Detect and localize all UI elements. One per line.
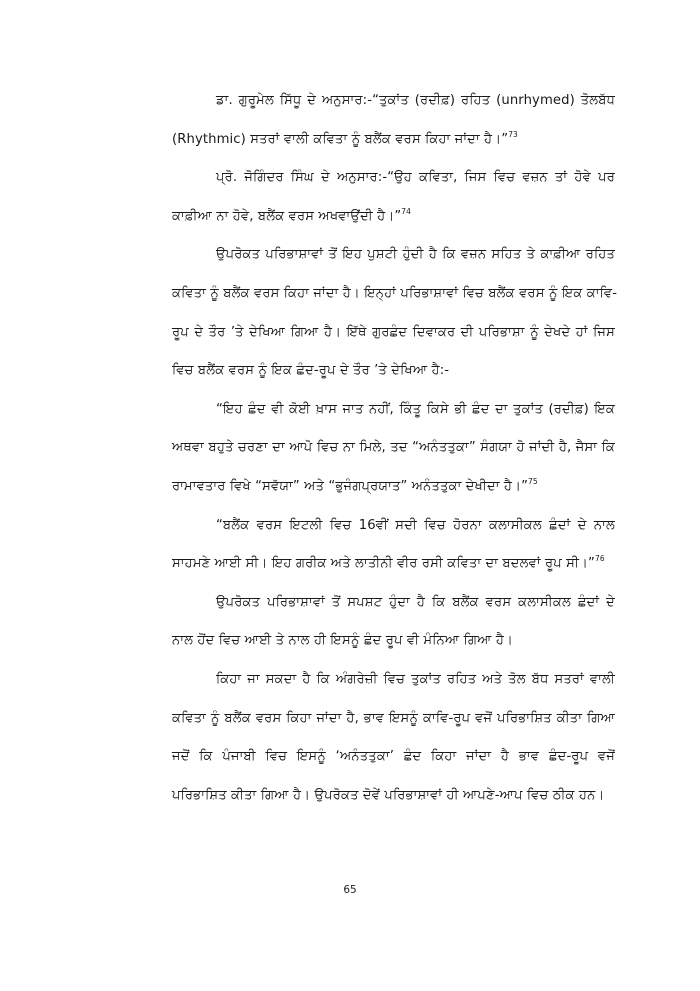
footnote-marker: 75 bbox=[528, 476, 538, 486]
body-text bbox=[128, 82, 618, 815]
text-line-content: ਰਾਮਾਵਤਾਰ ਵਿਖੇ “ਸਵੱਯਾ” ਅਤੇ “ਭੁਜੰਗਪ੍ਰਯਾਤ” ਅਨੰਤਤੁਕਾ ਦੇਖੀਦਾ ਹੈ।” bbox=[172, 478, 528, 494]
text-line: ਰੂਪ ਦੇ ਤੌਰ ’ਤੇ ਦੇਖਿਆ ਗਿਆ ਹੈ। ਇੱਥੇ ਗੁਰਛੰਦ ਦਿਵਾਕਰ ਦੀ ਪਰਿਭਾਸ਼ਾ ਨੂੰ ਦੇਖਦੇ ਹਾਂ ਜਿਸ bbox=[172, 324, 615, 340]
text-line bbox=[128, 545, 615, 584]
text-line: “ਬਲੈਂਕ ਵਰਸ ਇਟਲੀ ਵਿਚ 16ਵੀਂ ਸਦੀ ਵਿਚ ਹੋਰਨਾ ਕਲਾਸੀਕਲ ਛੰਦਾਂ ਦੇ ਨਾਲ bbox=[216, 517, 615, 533]
text-line: ਵਿਚ ਬਲੈਂਕ ਵਰਸ ਨੂੰ ਇਕ ਛੰਦ-ਰੂਪ ਦੇ ਤੌਰ ’ਤੇ ਦੇਖਿਆ ਹੈ:- bbox=[172, 363, 450, 379]
paragraph-gurumel-sidhu-definition bbox=[128, 82, 615, 159]
text-line: ਡਾ. ਗੁਰੂਮੇਲ ਸਿੱਧੂ ਦੇ ਅਨੁਸਾਰ:-“ਤੁਕਾਂਤ (ਰਦੀਫ਼) ਰਹਿਤ (unrhymed) ਤੋਲਬੱਧ bbox=[216, 93, 615, 108]
text-line: ਕਵਿਤਾ ਨੂੰ ਬਲੈਂਕ ਵਰਸ ਕਿਹਾ ਜਾਂਦਾ ਹੈ। ਇਨ੍ਹਾਂ ਪਰਿਭਾਸ਼ਾਵਾਂ ਵਿਚ ਬਲੈਂਕ ਵਰਸ ਨੂੰ ਇਕ ਕਾਵਿ- bbox=[172, 285, 618, 301]
paragraph-italy-origin-quote bbox=[128, 507, 615, 584]
paragraph-joginder-singh-definition bbox=[128, 159, 615, 236]
text-line: ਕਿਹਾ ਜਾ ਸਕਦਾ ਹੈ ਕਿ ਅੰਗਰੇਜ਼ੀ ਵਿਚ ਤੁਕਾਂਤ ਰਹਿਤ ਅਤੇ ਤੋਲ ਬੱਧ ਸਤਰਾਂ ਵਾਲੀ bbox=[216, 671, 615, 687]
text-line: ਜਦੋਂ ਕਿ ਪੰਜਾਬੀ ਵਿਚ ਇਸਨੂੰ ‘ਅਨੰਤਤੁਕਾ’ ਛੰਦ ਕਿਹਾ ਜਾਂਦਾ ਹੈ ਭਾਵ ਛੰਦ-ਰੂਪ ਵਜੋਂ bbox=[172, 749, 615, 765]
text-line: ਨਾਲ ਹੋਂਦ ਵਿਚ ਆਈ ਤੇ ਨਾਲ ਹੀ ਇਸਨੂੰ ਛੰਦ ਰੂਪ ਵੀ ਮੰਨਿਆ ਗਿਆ ਹੈ। bbox=[172, 633, 514, 649]
text-line bbox=[128, 121, 615, 160]
text-line-content: ਕਾਫ਼ੀਆ ਨਾ ਹੋਵੇ, ਬਲੈਂਕ ਵਰਸ ਅਖਵਾਉਂਦੀ ਹੈ।” bbox=[172, 208, 402, 224]
text-line: ਉਪਰੋਕਤ ਪਰਿਭਾਸ਼ਾਵਾਂ ਤੋਂ ਸਪਸ਼ਟ ਹੁੰਦਾ ਹੈ ਕਿ ਬਲੈਂਕ ਵਰਸ ਕਲਾਸੀਕਲ ਛੰਦਾਂ ਦੇ bbox=[216, 594, 615, 610]
text-line-content: ਸਾਹਮਣੇ ਆਈ ਸੀ। ਇਹ ਗਰੀਕ ਅਤੇ ਲਾਤੀਨੀ ਵੀਰ ਰਸੀ ਕਵਿਤਾ ਦਾ ਬਦਲਵਾਂ ਰੂਪ ਸੀ।” bbox=[172, 556, 595, 572]
page-number: 65 bbox=[343, 884, 357, 896]
footnote-marker: 76 bbox=[594, 554, 605, 564]
text-line: ਅਥਵਾ ਬਹੁਤੇ ਚਰਣਾ ਦਾ ਆਪੋ ਵਿਚ ਨਾ ਮਿਲੇ, ਤਦ “ਅਨੰਤਤੁਕਾ” ਸੰਗਯਾ ਹੋ ਜਾਂਦੀ ਹੈ, ਜੈਸਾ ਕਿ bbox=[172, 440, 615, 456]
text-line: “ਇਹ ਛੰਦ ਵੀ ਕੋਈ ਖ਼ਾਸ ਜਾਤ ਨਹੀਂ, ਕਿੰਤੂ ਕਿਸੇ ਭੀ ਛੰਦ ਦਾ ਤੁਕਾਂਤ (ਰਦੀਫ਼) ਇਕ bbox=[216, 401, 615, 417]
text-line: ਪ੍ਰੋ. ਜੋਗਿੰਦਰ ਸਿੰਘ ਦੇ ਅਨੁਸਾਰ:-“ਉਹ ਕਵਿਤਾ, ਜਿਸ ਵਿਚ ਵਜ਼ਨ ਤਾਂ ਹੋਵੇ ਪਰ bbox=[216, 170, 615, 186]
paragraph-gurchhand-diwakar-quote bbox=[128, 391, 615, 507]
text-line: ਪਰਿਭਾਸ਼ਿਤ ਕੀਤਾ ਗਿਆ ਹੈ। ਉਪਰੋਕਤ ਦੋਵੇਂ ਪਰਿਭਾਸ਼ਾਵਾਂ ਹੀ ਆਪਣੇ-ਆਪ ਵਿਚ ਠੀਕ ਹਨ। bbox=[172, 787, 605, 803]
footnote-marker: 73 bbox=[508, 129, 518, 139]
paragraph-definitions-summary bbox=[128, 236, 618, 390]
text-line: ਉਪਰੋਕਤ ਪਰਿਭਾਸ਼ਾਵਾਂ ਤੋਂ ਇਹ ਪੁਸ਼ਟੀ ਹੁੰਦੀ ਹੈ ਕਿ ਵਜ਼ਨ ਸਹਿਤ ਤੇ ਕਾਫ਼ੀਆ ਰਹਿਤ bbox=[216, 247, 615, 263]
paragraph-classical-meters-conclusion bbox=[128, 584, 615, 661]
text-line bbox=[128, 468, 615, 507]
text-line bbox=[128, 198, 615, 237]
text-line-content: (Rhythmic) ਸਤਰਾਂ ਵਾਲੀ ਕਵਿਤਾ ਨੂੰ ਬਲੈਂਕ ਵਰਸ ਕਿਹਾ ਜਾਂਦਾ ਹੈ।” bbox=[172, 131, 509, 147]
text-line: ਕਵਿਤਾ ਨੂੰ ਬਲੈਂਕ ਵਰਸ ਕਿਹਾ ਜਾਂਦਾ ਹੈ, ਭਾਵ ਇਸਨੂੰ ਕਾਵਿ-ਰੂਪ ਵਜੋਂ ਪਰਿਭਾਸ਼ਿਤ ਕੀਤਾ ਗਿਆ bbox=[172, 710, 615, 726]
footnote-marker: 74 bbox=[401, 206, 412, 216]
paragraph-final-conclusion bbox=[128, 661, 615, 815]
